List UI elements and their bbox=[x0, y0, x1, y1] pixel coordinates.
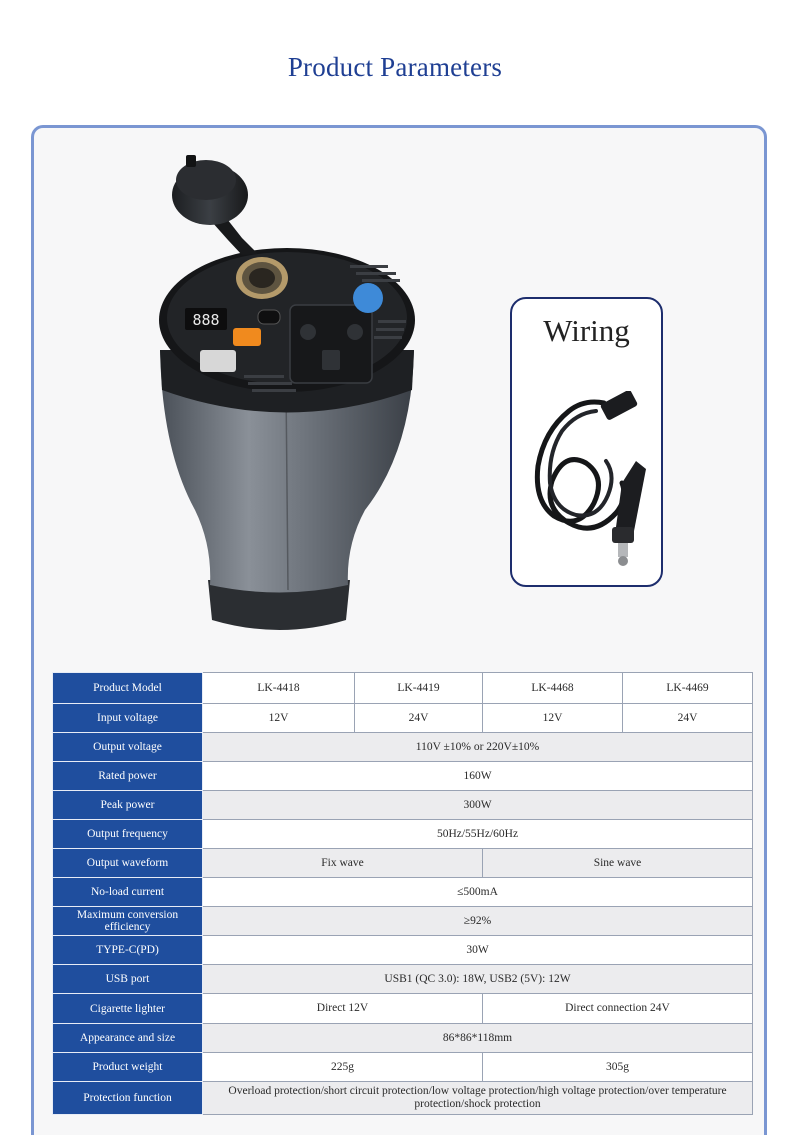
output-voltage-value: 110V ±10% or 220V±10% bbox=[203, 733, 753, 762]
cigarette-plug-cable-icon bbox=[524, 391, 652, 571]
row-label-peak-power: Peak power bbox=[53, 791, 203, 820]
waveform-value: Sine wave bbox=[483, 849, 753, 878]
no-load-current-value: ≤500mA bbox=[203, 878, 753, 907]
cigarette-lighter-value: Direct connection 24V bbox=[483, 994, 753, 1024]
row-label-output-waveform: Output waveform bbox=[53, 849, 203, 878]
row-label-output-frequency: Output frequency bbox=[53, 820, 203, 849]
row-label-max-conversion: Maximum conversion efficiency bbox=[53, 907, 203, 936]
row-label-protection: Protection function bbox=[53, 1082, 203, 1115]
model-cell: LK-4419 bbox=[355, 673, 483, 704]
row-label-weight: Product weight bbox=[53, 1053, 203, 1082]
weight-value: 225g bbox=[203, 1053, 483, 1082]
row-label-appearance: Appearance and size bbox=[53, 1024, 203, 1053]
row-label-cigarette-lighter: Cigarette lighter bbox=[53, 994, 203, 1024]
input-voltage-cell: 24V bbox=[355, 704, 483, 733]
row-label-output-voltage: Output voltage bbox=[53, 733, 203, 762]
row-label-input-voltage: Input voltage bbox=[53, 704, 203, 733]
usb-port-value: USB1 (QC 3.0): 18W, USB2 (5V): 12W bbox=[203, 965, 753, 994]
row-label-no-load-current: No-load current bbox=[53, 878, 203, 907]
input-voltage-cell: 12V bbox=[483, 704, 623, 733]
svg-text:888: 888 bbox=[192, 311, 220, 329]
waveform-value: Fix wave bbox=[203, 849, 483, 878]
input-voltage-cell: 12V bbox=[203, 704, 355, 733]
row-label-product-model: Product Model bbox=[53, 673, 203, 704]
wiring-card bbox=[510, 297, 663, 587]
appearance-value: 86*86*118mm bbox=[203, 1024, 753, 1053]
page-title: Product Parameters bbox=[287, 52, 503, 82]
row-label-type-c: TYPE-C(PD) bbox=[53, 936, 203, 965]
output-frequency-value: 50Hz/55Hz/60Hz bbox=[203, 820, 753, 849]
spec-table bbox=[52, 672, 753, 1115]
cigarette-lighter-value: Direct 12V bbox=[203, 994, 483, 1024]
model-cell: LK-4468 bbox=[483, 673, 623, 704]
car-cup-inverter-icon bbox=[150, 150, 435, 635]
input-voltage-cell: 24V bbox=[623, 704, 753, 733]
type-c-value: 30W bbox=[203, 936, 753, 965]
model-cell: LK-4418 bbox=[203, 673, 355, 704]
row-label-usb-port: USB port bbox=[53, 965, 203, 994]
max-conversion-value: ≥92% bbox=[203, 907, 753, 936]
weight-value: 305g bbox=[483, 1053, 753, 1082]
model-cell: LK-4469 bbox=[623, 673, 753, 704]
rated-power-value: 160W bbox=[203, 762, 753, 791]
wiring-label: Wiring bbox=[543, 313, 630, 348]
peak-power-value: 300W bbox=[203, 791, 753, 820]
row-label-rated-power: Rated power bbox=[53, 762, 203, 791]
protection-value: Overload protection/short circuit protection/low voltage protection/high voltage protection/over temperature protection/shock protection bbox=[203, 1082, 753, 1115]
